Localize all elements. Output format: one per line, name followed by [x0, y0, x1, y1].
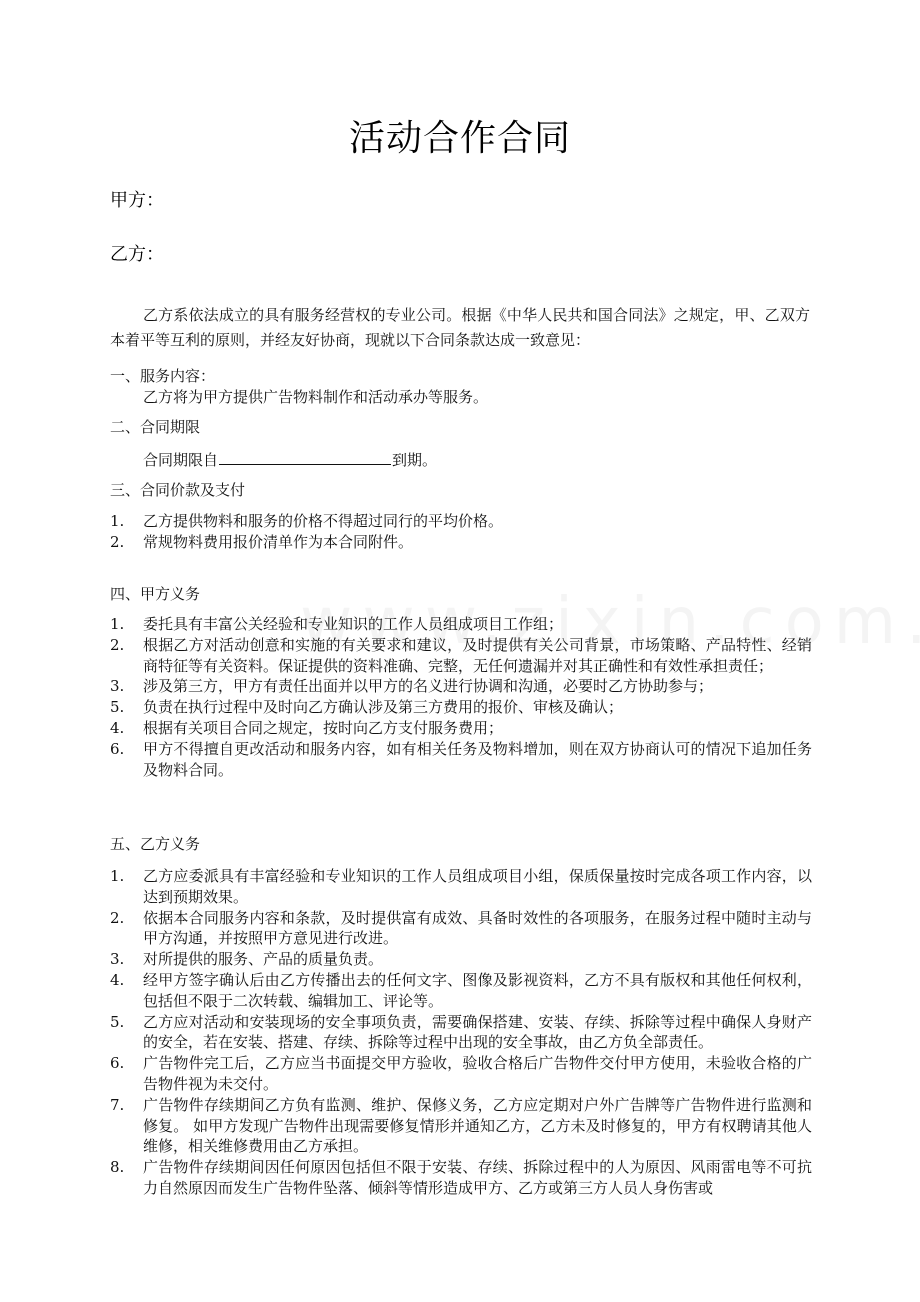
item-number: 4.	[110, 718, 125, 737]
item-number: 1.	[110, 867, 125, 885]
item-text: 依据本合同服务内容和条款，及时提供富有成效、具备时效性的各项服务，在服务过程中随时主动与甲方沟通，并按照甲方意见进行改进。	[143, 908, 812, 948]
item-number: 2.	[110, 532, 125, 551]
item-number: 1.	[110, 615, 125, 633]
item-text: 委托具有丰富公关经验和专业知识的工作人员组成项目工作组；	[143, 615, 564, 633]
section-party-b-duties-list	[110, 866, 812, 1199]
list-item	[110, 949, 812, 970]
section-party-a-duties-title: 四、甲方义务	[110, 585, 201, 603]
section-service-body: 乙方将为甲方提供广告物料制作和活动承办等服务。	[143, 388, 489, 406]
list-item	[110, 1095, 812, 1157]
item-text: 乙方提供物料和服务的价格不得超过同行的平均价格。	[143, 512, 504, 530]
item-text: 对所提供的服务、产品的质量负责。	[143, 950, 384, 969]
term-prefix: 合同期限自	[143, 451, 219, 469]
item-number: 5.	[110, 698, 125, 717]
list-item	[110, 1053, 812, 1095]
section-term-title: 二、合同期限	[110, 418, 201, 436]
item-text: 乙方应委派具有丰富经验和专业知识的工作人员组成项目小组，保质保量按时完成各项工作内容，以达到预期效果。	[143, 867, 812, 906]
item-text: 甲方不得擅自更改活动和服务内容，如有相关任务及物料增加，则在双方协商认可的情况下追加任务及物料合同。	[143, 739, 812, 779]
section-service-title: 一、服务内容：	[110, 367, 216, 385]
item-text: 经甲方签字确认后由乙方传播出去的任何文字、图像及影视资料，乙方不具有版权和其他任何权利，包括但不限于二次转载、编辑加工、评论等。	[143, 970, 812, 1010]
item-number: 2.	[110, 635, 125, 654]
section-price-title: 三、合同价款及支付	[110, 481, 246, 499]
list-item	[110, 908, 812, 950]
list-item	[110, 635, 812, 677]
list-item	[110, 739, 812, 781]
item-text: 广告物件存续期间因任何原因包括但不限于安装、存续、拆除过程中的人为原因、风雨雷电等不可抗力自然原因而发生广告物件坠落、倾斜等情形造成甲方、乙方或第三方人员人身伤害或	[143, 1158, 812, 1197]
contract-title: 活动合作合同	[348, 118, 571, 159]
list-item	[110, 511, 812, 532]
section-price-list	[110, 511, 812, 553]
item-text: 根据乙方对活动创意和实施的有关要求和建议，及时提供有关公司背景，市场策略、产品特性、经销商特征等有关资料。保证提供的资料准确、完整，无任何遗漏并对其正确性和有效性承担责任；	[143, 635, 812, 675]
list-item	[110, 676, 812, 697]
party-a-label: 甲方：	[110, 190, 164, 211]
item-number: 6.	[110, 1054, 125, 1073]
term-date-blank	[219, 450, 391, 465]
item-number: 4.	[110, 970, 125, 989]
item-text: 根据有关项目合同之规定，按时向乙方支付服务费用；	[143, 718, 504, 737]
section-party-a-duties-list	[110, 614, 812, 780]
list-item	[110, 532, 812, 553]
item-number: 8.	[110, 1158, 125, 1177]
item-text: 乙方应对活动和安装现场的安全事项负责，需要确保搭建、安装、存续、拆除等过程中确保人身财产的安全，若在安装、搭建、存续、拆除等过程中出现的安全事故，由乙方负全部责任。	[143, 1012, 812, 1052]
item-number: 2.	[110, 908, 125, 927]
item-text: 涉及第三方，甲方有责任出面并以甲方的名义进行协调和沟通，必要时乙方协助参与；	[143, 677, 714, 696]
list-item	[110, 970, 812, 1012]
list-item	[110, 1012, 812, 1054]
list-item	[110, 614, 812, 635]
party-b-label: 乙方：	[110, 244, 164, 265]
section-term-body	[143, 450, 437, 470]
list-item	[110, 1157, 812, 1199]
intro-paragraph: 乙方系依法成立的具有服务经营权的专业公司。根据《中华人民共和国合同法》之规定，甲、乙双方本着平等互利的原则，并经友好协商，现就以下合同条款达成一致意见：	[110, 306, 810, 349]
term-suffix: 到期。	[392, 451, 438, 469]
item-number: 7.	[110, 1095, 125, 1114]
item-text: 常规物料费用报价清单作为本合同附件。	[143, 532, 414, 551]
item-text: 广告物件完工后，乙方应当书面提交甲方验收，验收合格后广告物件交付甲方使用，未验收合格的广告物件视为未交付。	[143, 1054, 812, 1093]
item-number: 3.	[110, 677, 125, 696]
list-item	[110, 718, 812, 739]
item-text: 负责在执行过程中及时向乙方确认涉及第三方费用的报价、审核及确认；	[143, 698, 624, 717]
item-text: 广告物件存续期间乙方负有监测、维护、保修义务，乙方应定期对户外广告牌等广告物件进行监测和修复。 如甲方发现广告物件出现需要修复情形并通知乙方，乙方未及时修复的，甲方有权聘请其他人维修，相关维修费用由乙方承担。	[143, 1095, 812, 1156]
item-number: 1.	[110, 512, 125, 530]
section-party-b-duties-title: 五、乙方义务	[110, 835, 201, 853]
list-item	[110, 866, 812, 908]
item-number: 6.	[110, 739, 125, 758]
item-number: 5.	[110, 1012, 125, 1031]
list-item	[110, 697, 812, 718]
item-number: 3.	[110, 950, 125, 969]
